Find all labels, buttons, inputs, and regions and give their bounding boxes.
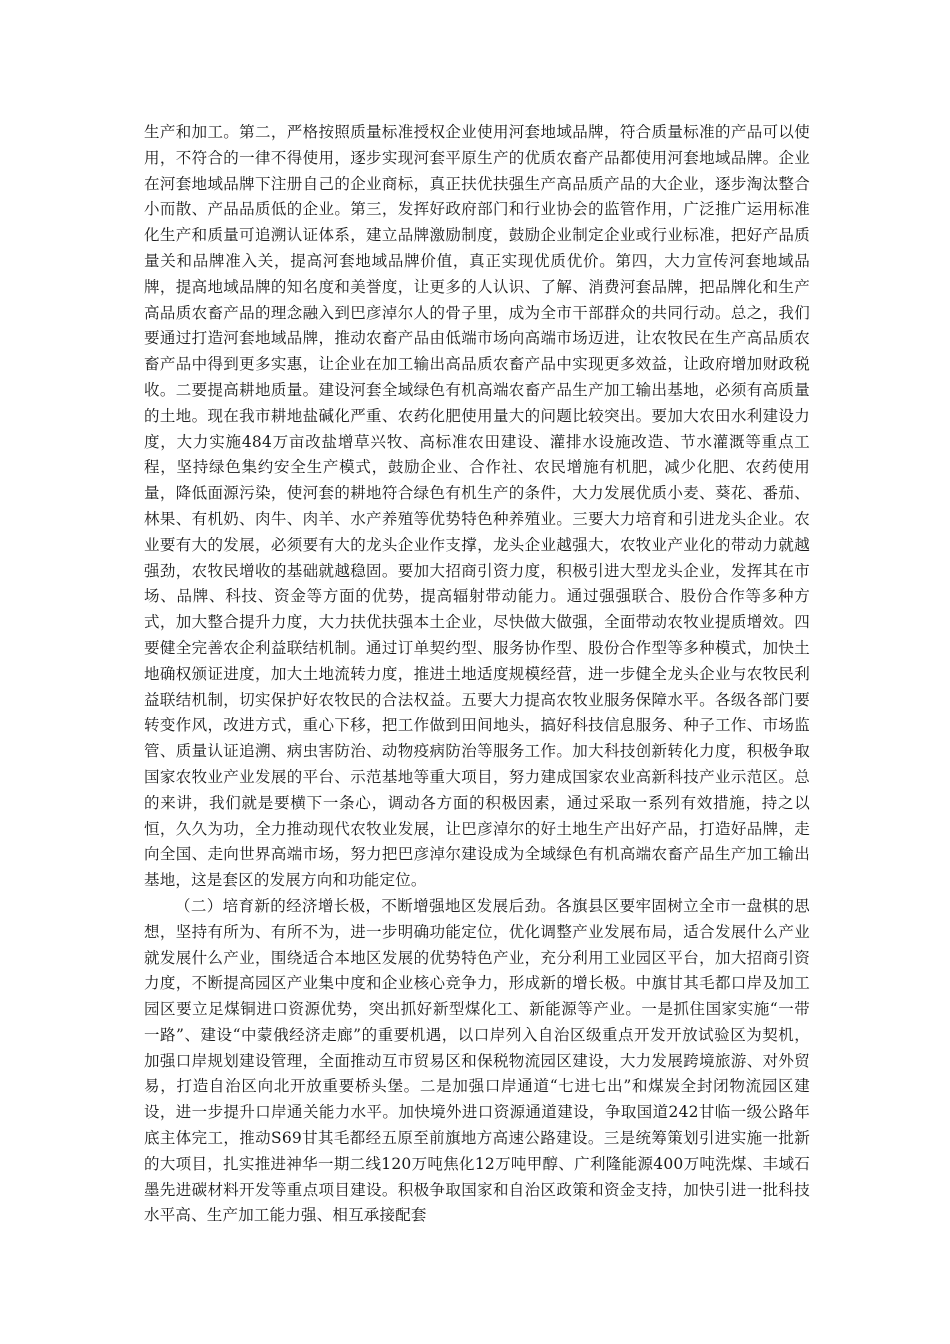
paragraph-economic-growth-pole: （二）培育新的经济增长极，不断增强地区发展后劲。各旗县区要牢固树立全市一盘棋的思想，坚持有所为、有所不为，进一步明确功能定位，优化调整产业发展布局，适合发展什么产业就发展什么产业，围绕适合本地区发展的优势特色产业，充分利用工业园区平台，加大招商引资力度，不断提高园区产业集中度和企业核心竞争力，形成新的增长极。中旗甘其毛都口岸及加工园区要立足煤铜进口资源优势，突出抓好新型煤化工、新能源等产业。一是抓住国家实施“一带一路”、建设“中蒙俄经济走廊”的重要机遇，以口岸列入自治区级重点开发开放试验区为契机，加强口岸规划建设管理，全面推动互市贸易区和保税物流园区建设，大力发展跨境旅游、对外贸易，打造自治区向北开放重要桥头堡。二是加强口岸通道“七进七出”和煤炭全封闭物流园区建设，进一步提升口岸通关能力水平。加快境外进口资源通道建设，争取国道242甘临一级公路年底主体完工，推动S69甘其毛都经五原至前旗地方高速公路建设。三是统筹策划引进实施一批新的大项目，扎实推进神华一期二线120万吨焦化12万吨甲醇、广利隆能源400万吨洗煤、丰域石墨先进碳材料开发等重点项目建设。积极争取国家和自治区政策和资金支持，加快引进一批科技水平高、生产加工能力强、相互承接配套	[144, 896, 810, 1225]
paragraph-agriculture-branding: 生产和加工。第二，严格按照质量标准授权企业使用河套地域品牌，符合质量标准的产品可以使用，不符合的一律不得使用，逐步实现河套平原生产的优质农畜产品都使用河套地域品牌。企业在河套地域品牌下注册自己的企业商标，真正扶优扶强生产高品质产品的大企业，逐步淘汰整合小而散、产品品质低的企业。第三，发挥好政府部门和行业协会的监管作用，广泛推广运用标准化生产和质量可追溯认证体系，建立品牌激励制度，鼓励企业制定企业或行业标准，把好产品质量关和品牌准入关，提高河套地域品牌价值，真正实现优质优价。第四，大力宣传河套地域品牌，提高地域品牌的知名度和美誉度，让更多的人认识、了解、消费河套品牌，把品牌化和生产高品质农畜产品的理念融入到巴彦淖尔人的骨子里，成为全市干部群众的共同行动。总之，我们要通过打造河套地域品牌，推动农畜产品由低端市场向高端市场迈进，让农牧民在生产高品质农畜产品中得到更多实惠，让企业在加工输出高品质农畜产品中实现更多效益，让政府增加财政税收。二要提高耕地质量。建设河套全域绿色有机高端农畜产品生产加工输出基地，必须有高质量的土地。现在我市耕地盐碱化严重、农药化肥使用量大的问题比较突出。要加大农田水利建设力度，大力实施484万亩改盐增草兴牧、高标准农田建设、灌排水设施改造、节水灌溉等重点工程，坚持绿色集约安全生产模式，鼓励企业、合作社、农民增施有机肥，减少化肥、农药使用量，降低面源污染，使河套的耕地符合绿色有机生产的条件，大力发展优质小麦、葵花、番茄、林果、有机奶、肉牛、肉羊、水产养殖等优势特色种养殖业。三要大力培育和引进龙头企业。农业要有大的发展，必须要有大的龙头企业作支撑，龙头企业越强大，农牧业产业化的带动力就越强劲，农牧民增收的基础就越稳固。要加大招商引资力度，积极引进大型龙头企业，发挥其在市场、品牌、科技、资金等方面的优势，提高辐射带动能力。通过强强联合、股份合作等多种方式，加大整合提升力度，大力扶优扶强本土企业，尽快做大做强，全面带动农牧业提质增效。四要健全完善农企利益联结机制。通过订单契约型、服务协作型、股份合作型等多种模式，加快土地确权颁证进度，加大土地流转力度，推进土地适度规模经营，进一步健全龙头企业与农牧民利益联结机制，切实保护好农牧民的合法权益。五要大力提高农牧业服务保障水平。各级各部门要转变作风，改进方式，重心下移，把工作做到田间地头，搞好科技信息服务、种子工作、市场监管、质量认证追溯、病虫害防治、动物疫病防治等服务工作。加大科技创新转化力度，积极争取国家农牧业产业发展的平台、示范基地等重大项目，努力建成国家农业高新科技产业示范区。总的来讲，我们就是要横下一条心，调动各方面的积极因素，通过采取一系列有效措施，持之以恒，久久为功，全力推动现代农牧业发展，让巴彦淖尔的好土地生产出好产品，打造好品牌，走向全国、走向世界高端市场，努力把巴彦淖尔建设成为全域绿色有机高端农畜产品生产加工输出基地，这是套区的发展方向和功能定位。	[144, 123, 810, 890]
document-body	[144, 120, 810, 1229]
